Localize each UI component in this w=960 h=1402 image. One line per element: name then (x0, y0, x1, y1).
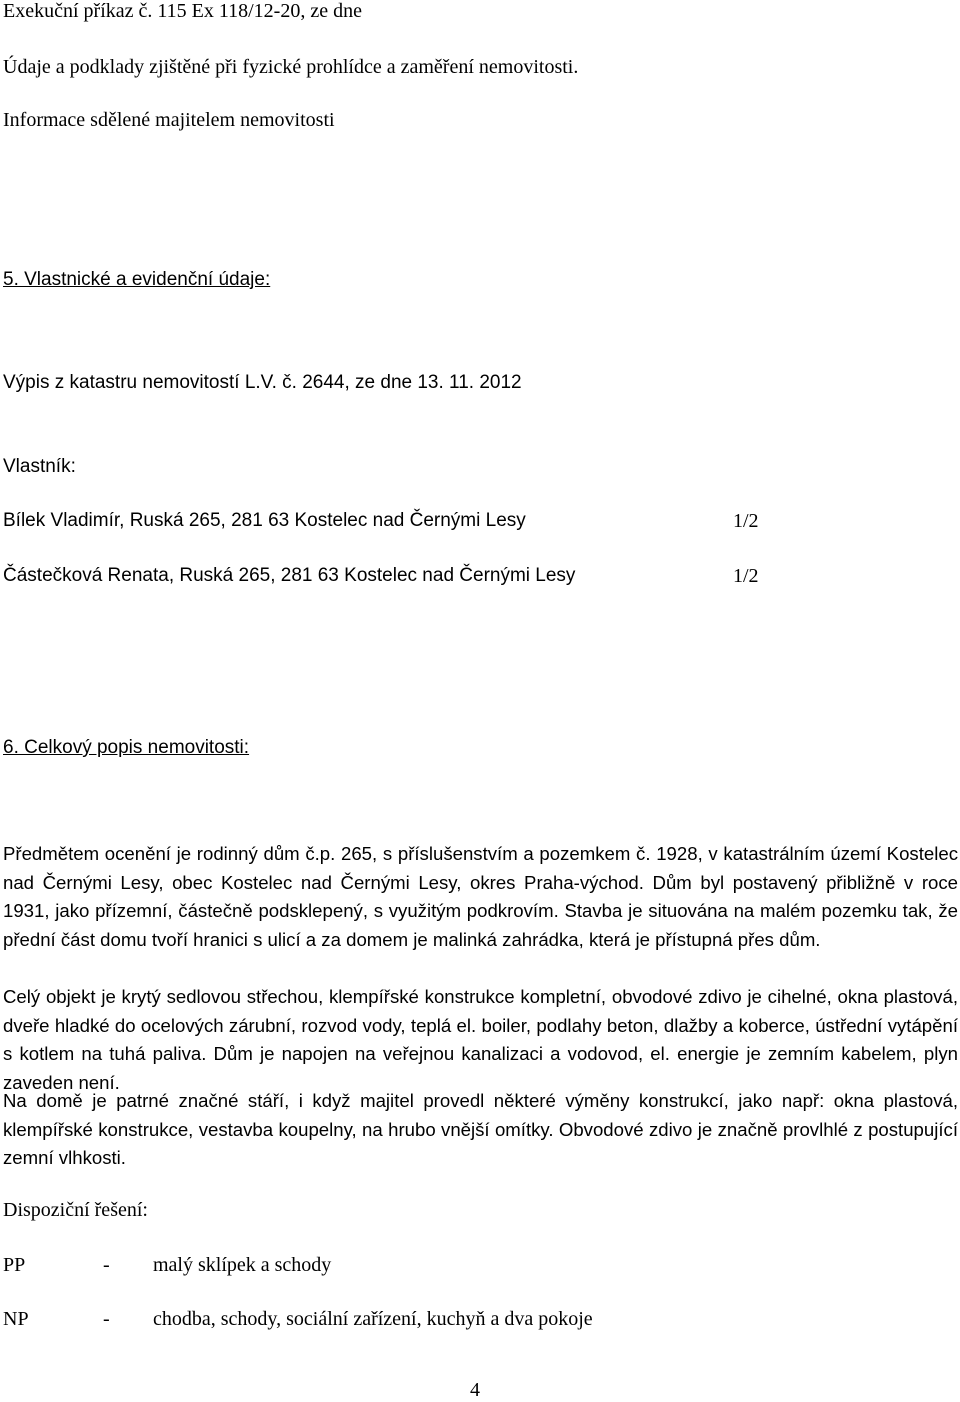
separator-dash: - (103, 1254, 110, 1276)
owner-info-line: Informace sdělené majitelem nemovitosti (3, 109, 335, 131)
separator-dash: - (103, 1308, 110, 1330)
cadastre-extract: Výpis z katastru nemovitostí L.V. č. 2644, ze dne 13. 11. 2012 (3, 372, 522, 393)
floor-code: PP (3, 1254, 26, 1276)
section-6-heading: 6. Celkový popis nemovitosti: (3, 737, 250, 758)
description-paragraph: Předmětem ocenění je rodinný dům č.p. 265, s příslušenstvím a pozemkem č. 1928, v katastrálním území Kostelec nad Černými Lesy, obec Kostelec nad Černými Lesy, okres Praha-východ. Dům byl postavený přibližně v roce 1931, jako přízemní, částečně podsklepený, s využitým podkrovím. Stavba je situována na malém pozemku tak, že přední část domu tvoří hranici s ulicí a za domem je malinká zahrádka, která je přístupná přes dům. (3, 843, 958, 950)
floor-description: malý sklípek a schody (153, 1254, 332, 1276)
owner-share: 1/2 (733, 565, 759, 587)
page-number: 4 (470, 1379, 480, 1401)
owner-name: Bílek Vladimír, Ruská 265, 281 63 Kostelec nad Černými Lesy (3, 510, 526, 531)
description-paragraph: Celý objekt je krytý sedlovou střechou, klempířské konstrukce kompletní, obvodové zdivo je cihelné, okna plastová, dveře hladké do ocelových zárubní, rozvod vody, teplá el. boiler, podlahy beton, dlažby a koberce, ústřední vytápění s kotlem na tuhá paliva. Dům je napojen na veřejnou kanalizaci a vodovod, el. energie je zemním kabelem, plyn zaveden není. (3, 986, 958, 1093)
description-paragraph: Na domě je patrné značné stáří, i když majitel provedl některé výměny konstrukcí, jako např: okna plastová, klempířské konstrukce, vestavba koupelny, na hrubo vnější omítky. Obvodové zdivo je značně provlhlé z postupující zemní vlhkosti. (3, 1090, 958, 1168)
owner-name: Částečková Renata, Ruská 265, 281 63 Kostelec nad Černými Lesy (3, 565, 576, 586)
inspection-data-line: Údaje a podklady zjištěné při fyzické prohlídce a zaměření nemovitosti. (3, 56, 579, 78)
floor-code: NP (3, 1308, 29, 1330)
floor-description: chodba, schody, sociální zařízení, kuchyň a dva pokoje (153, 1308, 593, 1330)
owner-share: 1/2 (733, 510, 759, 532)
layout-label: Dispoziční řešení: (3, 1199, 148, 1221)
execution-order-line: Exekuční příkaz č. 115 Ex 118/12-20, ze dne (3, 0, 362, 22)
owner-label: Vlastník: (3, 456, 76, 477)
section-5-heading: 5. Vlastnické a evidenční údaje: (3, 269, 271, 290)
